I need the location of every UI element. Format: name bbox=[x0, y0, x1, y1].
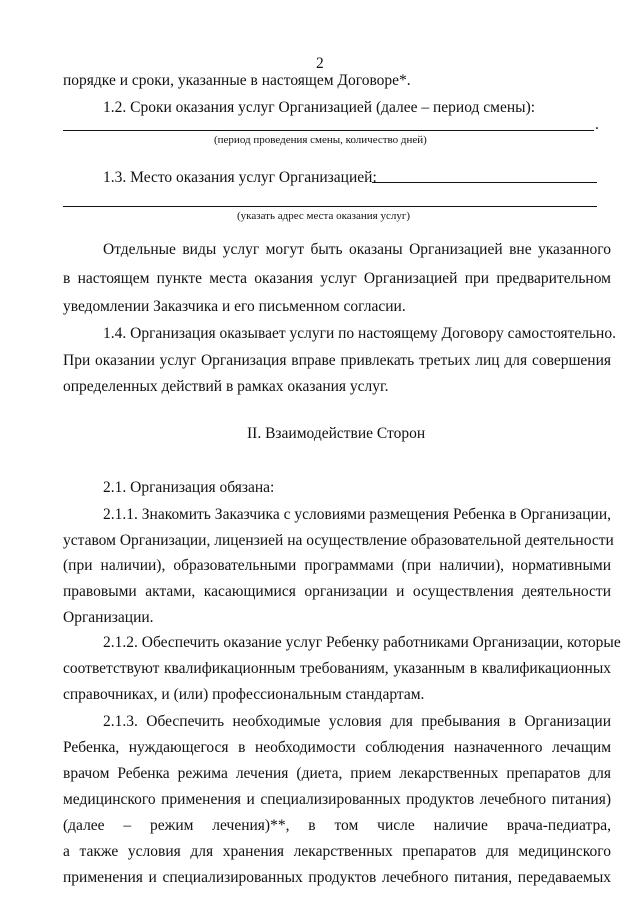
field-caption-period: (период проведения смены, количество дней) bbox=[214, 134, 427, 146]
paragraph-line: уставом Организации, лицензией на осуществление образовательной деятельности bbox=[63, 532, 614, 549]
field-caption-address: (указать адрес места оказания услуг) bbox=[237, 210, 410, 222]
paragraph-line: применения и специализированных продуктов лечебного питания, передаваемых bbox=[63, 869, 611, 886]
section-heading: II. Взаимодействие Сторон bbox=[247, 425, 426, 442]
paragraph-line: 2.1.1. Знакомить Заказчика с условиями размещения Ребенка в Организации, bbox=[103, 506, 611, 523]
paragraph-line: соответствуют квалификационным требованиям, указанным в квалификационных bbox=[63, 660, 611, 677]
paragraph-line: медицинского применения и специализированных продуктов лечебного питания) bbox=[63, 791, 611, 808]
paragraph-line: в настоящем пункте места оказания услуг Организацией при предварительном bbox=[63, 270, 611, 287]
fill-in-line-address bbox=[63, 206, 597, 207]
paragraph-line: 2.1.3. Обеспечить необходимые условия для пребывания в Организации bbox=[103, 713, 611, 730]
text-line: 1.2. Сроки оказания услуг Организацией (далее – период смены): bbox=[103, 99, 536, 116]
paragraph-line: Отдельные виды услуг могут быть оказаны Организацией вне указанного bbox=[103, 241, 611, 258]
paragraph-line: а также условия для хранения лекарственных препаратов для медицинского bbox=[63, 843, 611, 860]
paragraph-line: При оказании услуг Организация вправе привлекать третьих лиц для совершения bbox=[63, 352, 611, 369]
paragraph-line: 1.4. Организация оказывает услуги по настоящему Договору самостоятельно. bbox=[103, 325, 616, 342]
paragraph-line: 2.1. Организация обязана: bbox=[103, 479, 275, 496]
paragraph-line: (далее – режим лечения)**, в том числе наличие врача-педиатра, bbox=[63, 817, 611, 834]
page-number: 2 bbox=[316, 55, 324, 72]
fill-in-line-period bbox=[63, 130, 594, 131]
paragraph-line: правовыми актами, касающимися организации и осуществления деятельности bbox=[63, 583, 611, 600]
paragraph-line: 2.1.2. Обеспечить оказание услуг Ребенку работниками Организации, которые bbox=[103, 634, 621, 651]
fill-in-line-place bbox=[372, 182, 597, 183]
paragraph-line: врачом Ребенка режима лечения (диета, прием лекарственных препаратов для bbox=[63, 765, 611, 782]
text-line: порядке и сроки, указанные в настоящем Договоре*. bbox=[63, 72, 411, 89]
text-line: . bbox=[595, 116, 599, 133]
paragraph-line: Организации. bbox=[63, 609, 154, 626]
paragraph-line: (при наличии), образовательными программами (при наличии), нормативными bbox=[63, 557, 611, 574]
paragraph-line: определенных действий в рамках оказания услуг. bbox=[63, 378, 389, 395]
paragraph-line: Ребенка, нуждающегося в необходимости соблюдения назначенного лечащим bbox=[63, 739, 611, 756]
paragraph-line: справочниках, и (или) профессиональным стандартам. bbox=[63, 686, 425, 703]
text-line: 1.3. Место оказания услуг Организацией: bbox=[103, 169, 377, 186]
paragraph-line: уведомлении Заказчика и его письменном согласии. bbox=[63, 298, 406, 315]
